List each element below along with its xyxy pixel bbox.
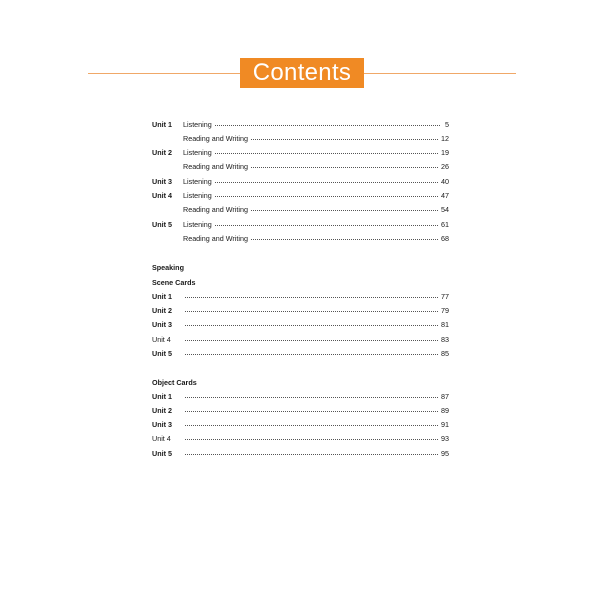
page-title: Contents	[240, 58, 364, 88]
toc-page-number: 91	[441, 420, 449, 429]
toc-page-number: 12	[441, 134, 449, 143]
dot-leader	[185, 432, 438, 440]
toc-page-number: 87	[441, 392, 449, 401]
toc-page-number: 93	[441, 434, 449, 443]
dot-leader	[215, 189, 438, 197]
toc-page-number: 81	[441, 320, 449, 329]
toc-unit-label: Unit 5	[152, 349, 172, 358]
toc-page-number: 26	[441, 162, 449, 171]
toc-page-number: 40	[441, 177, 449, 186]
dot-leader	[215, 218, 438, 226]
toc-entry[interactable]	[152, 176, 449, 188]
toc-entry[interactable]	[152, 305, 449, 317]
dot-leader	[185, 447, 438, 455]
toc-entry[interactable]	[152, 119, 449, 131]
dot-leader	[251, 232, 438, 240]
toc-entry[interactable]	[152, 204, 449, 216]
toc-page-number: 61	[441, 220, 449, 229]
toc-entry[interactable]	[152, 319, 449, 331]
dot-leader	[251, 203, 438, 211]
dot-leader	[215, 175, 438, 183]
dot-leader	[185, 418, 438, 426]
object-cards-heading: Object Cards	[152, 378, 197, 387]
toc-unit-label: Unit 2	[152, 406, 172, 415]
toc-entry[interactable]	[152, 448, 449, 460]
toc-entry[interactable]	[152, 147, 449, 159]
toc-entry[interactable]	[152, 219, 449, 231]
toc-entry-title: Listening	[183, 120, 212, 129]
toc-entry-title: Listening	[183, 177, 212, 186]
toc-unit-label: Unit 2	[152, 148, 172, 157]
toc-entry[interactable]	[152, 433, 449, 445]
dot-leader	[185, 404, 438, 412]
toc-page-number: 68	[441, 234, 449, 243]
dot-leader	[185, 318, 438, 326]
dot-leader	[251, 132, 438, 140]
toc-entry[interactable]	[152, 233, 449, 245]
toc-page-number: 85	[441, 349, 449, 358]
header-rule-right	[364, 73, 516, 74]
toc-unit-label: Unit 4	[152, 434, 171, 443]
dot-leader	[185, 304, 438, 312]
toc-entry-title: Reading and Writing	[183, 134, 248, 143]
dot-leader	[215, 146, 438, 154]
toc-entry-title: Reading and Writing	[183, 162, 248, 171]
speaking-heading: Speaking	[152, 263, 184, 272]
dot-leader	[215, 118, 440, 126]
toc-unit-label: Unit 3	[152, 320, 172, 329]
header-rule-left	[88, 73, 240, 74]
toc-unit-label: Unit 5	[152, 449, 172, 458]
toc-page-number: 19	[441, 148, 449, 157]
toc-page-number: 54	[441, 205, 449, 214]
toc-unit-label: Unit 3	[152, 177, 172, 186]
toc-entry-title: Reading and Writing	[183, 205, 248, 214]
scene-cards-heading: Scene Cards	[152, 278, 196, 287]
toc-unit-label: Unit 1	[152, 120, 172, 129]
toc-page-number: 77	[441, 292, 449, 301]
toc-entry[interactable]	[152, 190, 449, 202]
toc-page-number: 47	[441, 191, 449, 200]
toc-entry[interactable]	[152, 133, 449, 145]
toc-entry[interactable]	[152, 391, 449, 403]
dot-leader	[251, 160, 438, 168]
toc-entry[interactable]	[152, 161, 449, 173]
dot-leader	[185, 390, 438, 398]
toc-page-number: 89	[441, 406, 449, 415]
dot-leader	[185, 347, 438, 355]
toc-unit-label: Unit 1	[152, 292, 172, 301]
toc-entry[interactable]	[152, 419, 449, 431]
toc-unit-label: Unit 5	[152, 220, 172, 229]
dot-leader	[185, 290, 438, 298]
toc-entry[interactable]	[152, 291, 449, 303]
toc-unit-label: Unit 3	[152, 420, 172, 429]
toc-entry-title: Reading and Writing	[183, 234, 248, 243]
toc-entry-title: Listening	[183, 191, 212, 200]
toc-entry[interactable]	[152, 334, 449, 346]
toc-entry[interactable]	[152, 348, 449, 360]
dot-leader	[185, 333, 438, 341]
toc-unit-label: Unit 2	[152, 306, 172, 315]
toc-entry[interactable]	[152, 405, 449, 417]
toc-page-number: 83	[441, 335, 449, 344]
toc-entry-title: Listening	[183, 220, 212, 229]
toc-page-number: 95	[441, 449, 449, 458]
toc-entry-title: Listening	[183, 148, 212, 157]
toc-unit-label: Unit 1	[152, 392, 172, 401]
toc-page-number: 5	[445, 120, 449, 129]
toc-unit-label: Unit 4	[152, 191, 172, 200]
toc-unit-label: Unit 4	[152, 335, 171, 344]
toc-page-number: 79	[441, 306, 449, 315]
